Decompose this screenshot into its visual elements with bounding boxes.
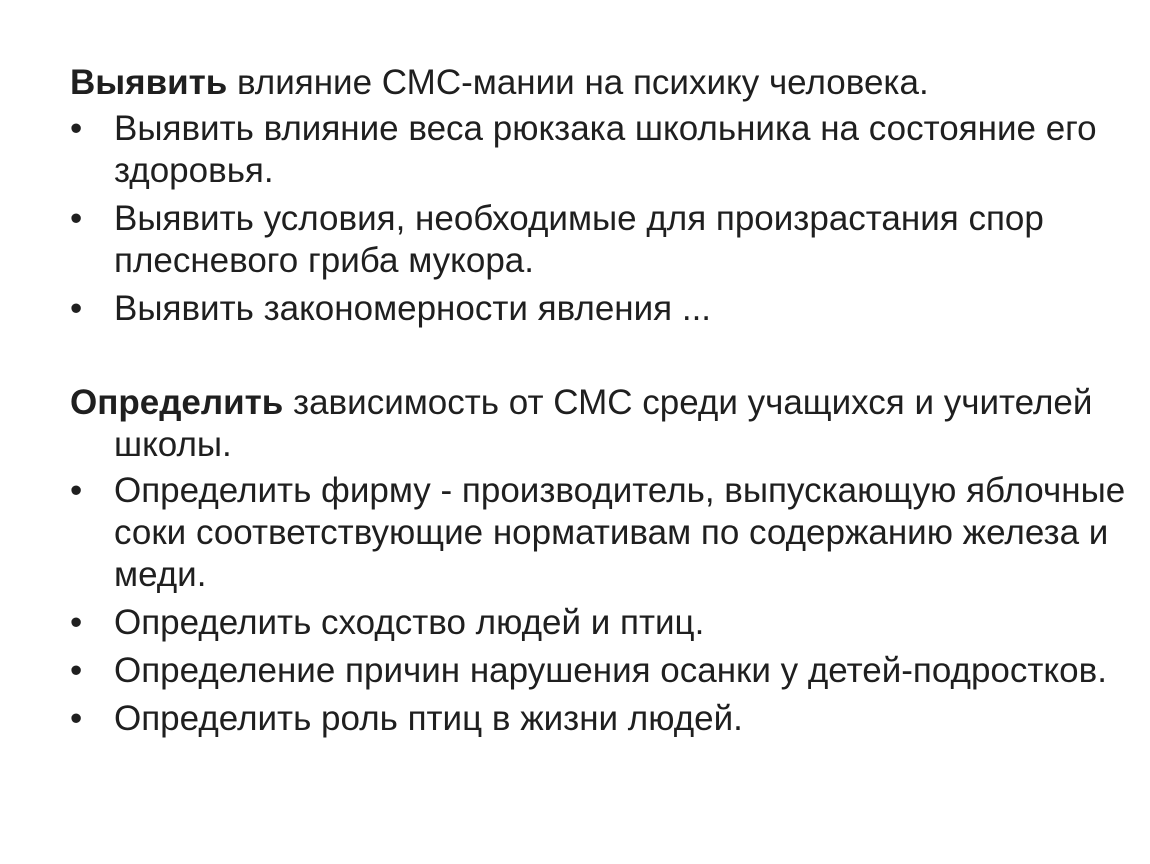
- lead-keyword: Выявить: [70, 63, 228, 102]
- section-lead: [70, 382, 1130, 466]
- list-item-text: Выявить влияние веса рюкзака школьника на состояние его здоровья.: [114, 109, 1097, 190]
- list-item-text: Выявить условия, необходимые для произрастания спор плесневого гриба мукора.: [114, 199, 1044, 280]
- bullet-icon: •: [70, 651, 83, 690]
- lead-text: зависимость от СМС среди учащихся и учителей школы.: [114, 383, 1093, 464]
- list-item: [70, 602, 1130, 644]
- bullet-icon: •: [70, 699, 83, 738]
- section-identify: [70, 62, 1130, 330]
- list-item: [70, 108, 1130, 192]
- list-item: [70, 288, 1130, 330]
- slide-content: [70, 62, 1130, 746]
- bullet-icon: •: [70, 603, 83, 642]
- list-item: [70, 650, 1130, 692]
- section-determine: [70, 382, 1130, 740]
- bullet-list: [70, 108, 1130, 330]
- list-item: [70, 198, 1130, 282]
- section-lead: [70, 62, 1130, 104]
- bullet-icon: •: [70, 109, 83, 148]
- bullet-icon: •: [70, 471, 83, 510]
- bullet-icon: •: [70, 289, 83, 328]
- list-item-text: Определить роль птиц в жизни людей.: [114, 699, 743, 738]
- list-item-text: Определить фирму - производитель, выпускающую яблочные соки соответствующие нормативам по содержанию железа и меди.: [114, 471, 1126, 594]
- bullet-list: [70, 470, 1130, 740]
- list-item: [70, 470, 1130, 596]
- lead-text: влияние СМС-мании на психику человека.: [227, 63, 929, 102]
- bullet-icon: •: [70, 199, 83, 238]
- list-item: [70, 698, 1130, 740]
- list-item-text: Определить сходство людей и птиц.: [114, 603, 705, 642]
- list-item-text: Определение причин нарушения осанки у детей-подростков.: [114, 651, 1107, 690]
- list-item-text: Выявить закономерности явления ...: [114, 289, 712, 328]
- lead-keyword: Определить: [70, 383, 284, 422]
